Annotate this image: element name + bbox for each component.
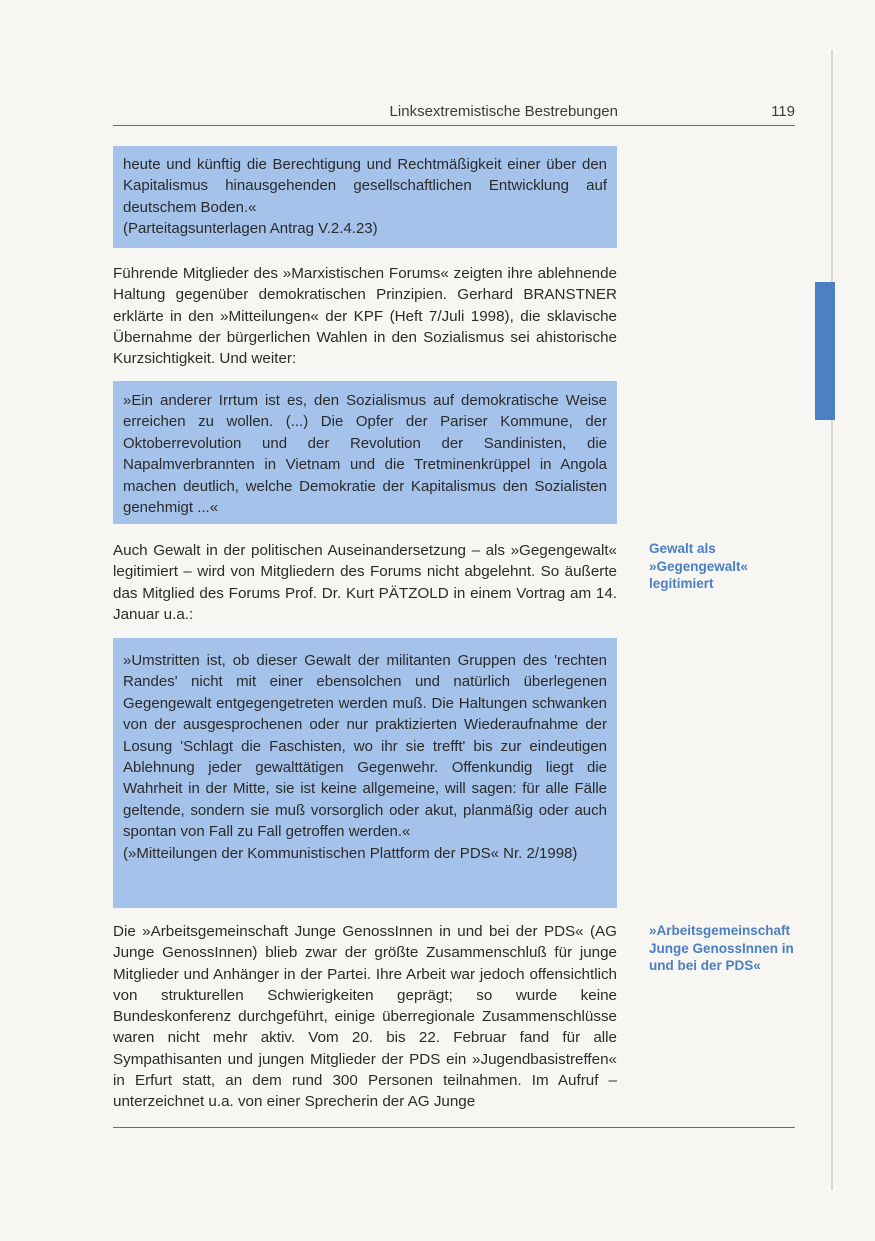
page-number: 119: [771, 103, 795, 120]
running-header-title: Linksextremistische Bestrebungen: [389, 103, 618, 120]
paragraph-2-text: Auch Gewalt in der politischen Auseinandersetzung – als »Gegengewalt« legitimiert – wird von Mitgliedern des Forums nicht abgelehnt. So äußerte das Mitglied des Forums Prof. Dr. Kurt PÄTZOLD in einem Vortrag am 14. Januar u.a.:: [113, 542, 617, 623]
quote-block-2: [113, 381, 617, 524]
running-header: [113, 103, 795, 126]
paragraph-2: [113, 540, 617, 625]
paragraph-1-text: Führende Mitglieder des »Marxistischen Forums« zeigten ihre ablehnende Haltung gegenüber demokratischen Prinzipien. Gerhard BRANSTNER erklärte in den »Mitteilungen« der KPF (Heft 7/Juli 1998), die sklavische Übernahme der bürgerlichen Wahlen in den Sozialismus sei ahistorische Kurzsichtigkeit. Und weiter:: [113, 265, 617, 368]
quote-1-source: (Parteitagsunterlagen Antrag V.2.4.23): [123, 220, 378, 238]
paragraph-3-text: Die »Arbeitsgemeinschaft Junge GenossInnen in und bei der PDS« (AG Junge GenossInnen) blieb zwar der größte Zusammenschluß für junge Mitglieder und Anhänger in der Partei. Ihre Arbeit war jedoch offensichtlich von strukturellen Schwierigkeiten geprägt; so wurde keine Bundeskonferenz durchgeführt, einige überregionale Zusammenschlüsse waren nicht mehr aktiv. Vom 20. bis 22. Februar fand für alle Sympathisanten und jungen Mitglieder der PDS ein »Jugendbasistreffen« in Erfurt statt, an dem rund 300 Personen teilnahmen. Im Aufruf – unterzeichnet u.a. von einer Sprecherin der AG Junge: [113, 923, 617, 1111]
quote-3-text: »Umstritten ist, ob dieser Gewalt der militanten Gruppen des 'rechten Randes' nicht mit einer ebensolchen und natürlich überlegenen Gegengewalt entgegengetreten werden muß. Die Haltungen schwanken von der ausgesprochenen oder nur praktizierten Wiederaufnahme der Losung 'Schlagt die Faschisten, wo ihr sie trefft' bis zur eindeutigen Ablehnung jeder gewalttätigen Gegenwehr. Offenkundig liegt die Wahrheit in der Mitte, sie ist keine allgemeine, will sagen: für alle Fälle geltende, sondern sie muß vorsorglich oder akut, planmäßig oder auch spontan von Fall zu Fall getroffen werden.«: [123, 652, 607, 841]
margin-note-ag-junge-genossinnen: »Arbeitsgemeinschaft Junge GenossInnen in und bei der PDS«: [649, 923, 794, 973]
paragraph-3: [113, 921, 617, 1113]
footer-rule: [113, 1127, 795, 1128]
paragraph-1: [113, 263, 617, 369]
margin-note-gewalt: Gewalt als »Gegengewalt« legitimiert: [649, 541, 749, 591]
quote-1-text: heute und künftig die Berechtigung und Rechtmäßigkeit einer über den Kapitalismus hinausgehenden gesellschaftlichen Entwicklung auf deutschem Boden.«: [123, 156, 607, 216]
page-edge-line: [831, 50, 833, 1190]
quote-block-1: [113, 146, 617, 248]
quote-3-source: (»Mitteilungen der Kommunistischen Plattform der PDS« Nr. 2/1998): [123, 844, 578, 862]
quote-block-3: [113, 638, 617, 908]
chapter-thumb-tab: [815, 282, 835, 420]
quote-2-text: »Ein anderer Irrtum ist es, den Sozialismus auf demokratische Weise erreichen zu wollen. (...) Die Opfer der Pariser Kommune, der Oktoberrevolution und der Revolution der Sandinisten, die Napalmverbrannten in Vietnam und die Tretminenkrüppel in Angola machen deutlich, welche Demokratie der Kapitalismus den Sozialisten genehmigt ...«: [123, 392, 607, 517]
